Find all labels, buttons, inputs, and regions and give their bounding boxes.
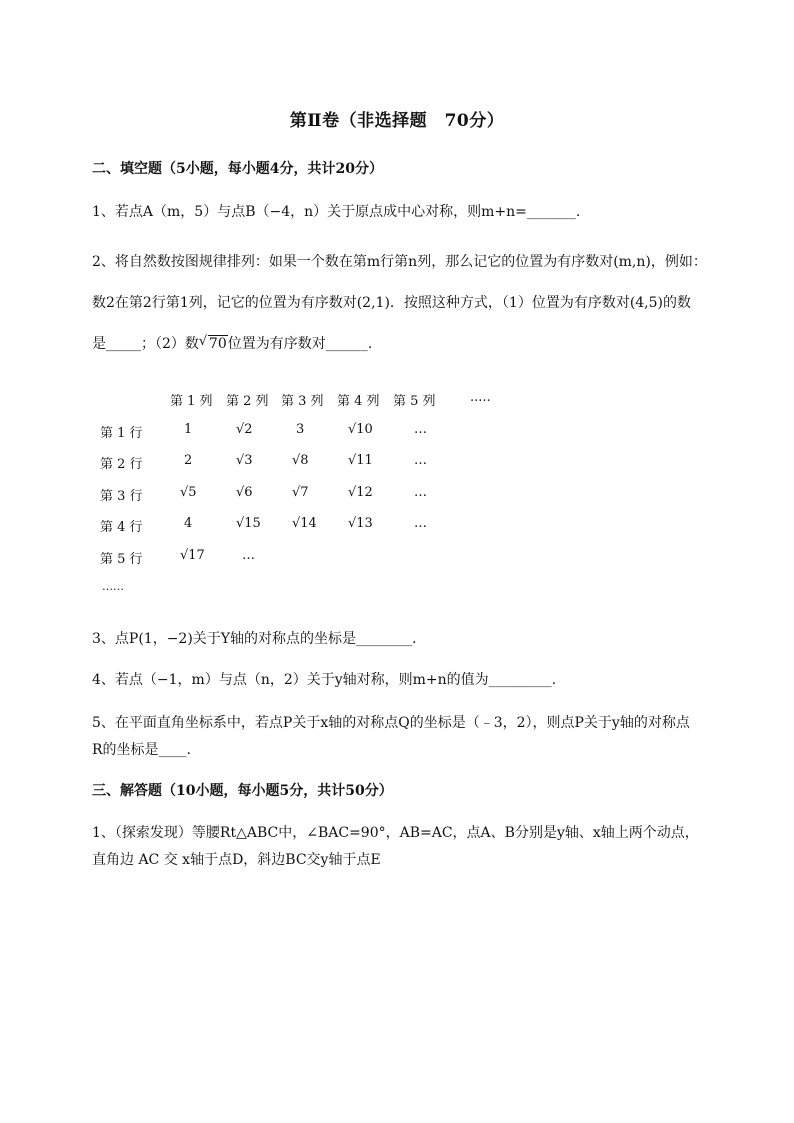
table-cell: √15 [236,516,261,531]
row-label: 第 4 行 [100,520,143,535]
question-2-1: 1、若点A（m，5）与点B（−4，n）关于原点成中心对称，则m+n=_______. [92,204,581,220]
question-3-1-line-2: 直角边 AC 交 x轴于点D，斜边BC交y轴于点E [92,852,381,868]
row-label: 第 5 行 [100,552,143,567]
radical-sign-icon: √ [198,334,208,349]
table-cell: √2 [236,422,253,437]
table-cell: 4 [184,516,193,531]
table-cell: … [414,485,427,500]
question-2-2-line-1: 2、将自然数按图规律排列：如果一个数在第m行第n列，那么记它的位置为有序数对(m,n)，例如： [92,254,707,270]
column-header: 第 4 列 [337,394,380,409]
row-label: 第 1 行 [100,426,143,441]
table-cell: √13 [348,516,373,531]
table-cell: 3 [296,422,305,437]
table-cell: √12 [348,485,373,500]
table-cell: 1 [184,422,193,437]
table-cell: √11 [348,453,373,468]
column-header: 第 1 列 [170,394,213,409]
section-2-heading: 二、填空题（5小题，每小题4分，共计20分） [92,161,383,177]
table-cell: … [414,453,427,468]
question-2-5-line-1: 5、在平面直角坐标系中，若点P关于x轴的对称点Q的坐标是（﹣3，2），则点P关于y轴的对称点 [92,715,690,731]
section-3-heading: 三、解答题（10小题，每小题5分，共计50分） [92,783,393,799]
table-cell: √6 [236,485,253,500]
row-label: 第 3 行 [100,489,143,504]
sqrt-70-value: 70 [208,336,227,352]
table-continuation: …… [102,580,124,593]
question-2-3: 3、点P(1，−2)关于Y轴的对称点的坐标是________. [92,631,417,647]
column-header: 第 5 列 [393,394,436,409]
column-header: 第 2 列 [226,394,269,409]
question-2-2-line-3 [92,333,372,353]
question-3-1-line-1: 1、（探索发现）等腰Rt△ABC中，∠BAC=90°，AB=AC，点A、B分别是y轴、x轴上两个动点， [92,825,699,841]
question-2-2-line-2: 数2在第2行第1列，记它的位置为有序数对(2,1)．按照这种方式，（1）位置为有序数对(4,5)的数 [92,295,692,311]
question-2-4: 4、若点（−1，m）与点（n，2）关于y轴对称，则m+n的值为_________. [92,672,557,688]
column-header: ..... [470,390,491,405]
table-cell: … [414,422,427,437]
question-2-2-line-3-part-b: 位置为有序数对______. [227,336,373,352]
table-cell: √7 [292,485,309,500]
page-title: 第Ⅱ卷（非选择题 70分） [289,111,505,131]
table-cell: √8 [292,453,309,468]
table-cell: 2 [184,453,193,468]
table-cell: √14 [292,516,317,531]
sqrt-70 [199,336,228,352]
table-cell: √5 [180,485,197,500]
table-cell: … [242,548,255,563]
table-cell: √17 [180,548,205,563]
column-header: 第 3 列 [281,394,324,409]
table-cell: √3 [236,453,253,468]
table-cell: … [414,516,427,531]
table-cell: √10 [348,422,373,437]
row-label: 第 2 行 [100,457,143,472]
question-2-2-line-3-part-a: 是_____；（2）数 [92,336,199,352]
question-2-5-line-2: R的坐标是____. [92,742,191,758]
